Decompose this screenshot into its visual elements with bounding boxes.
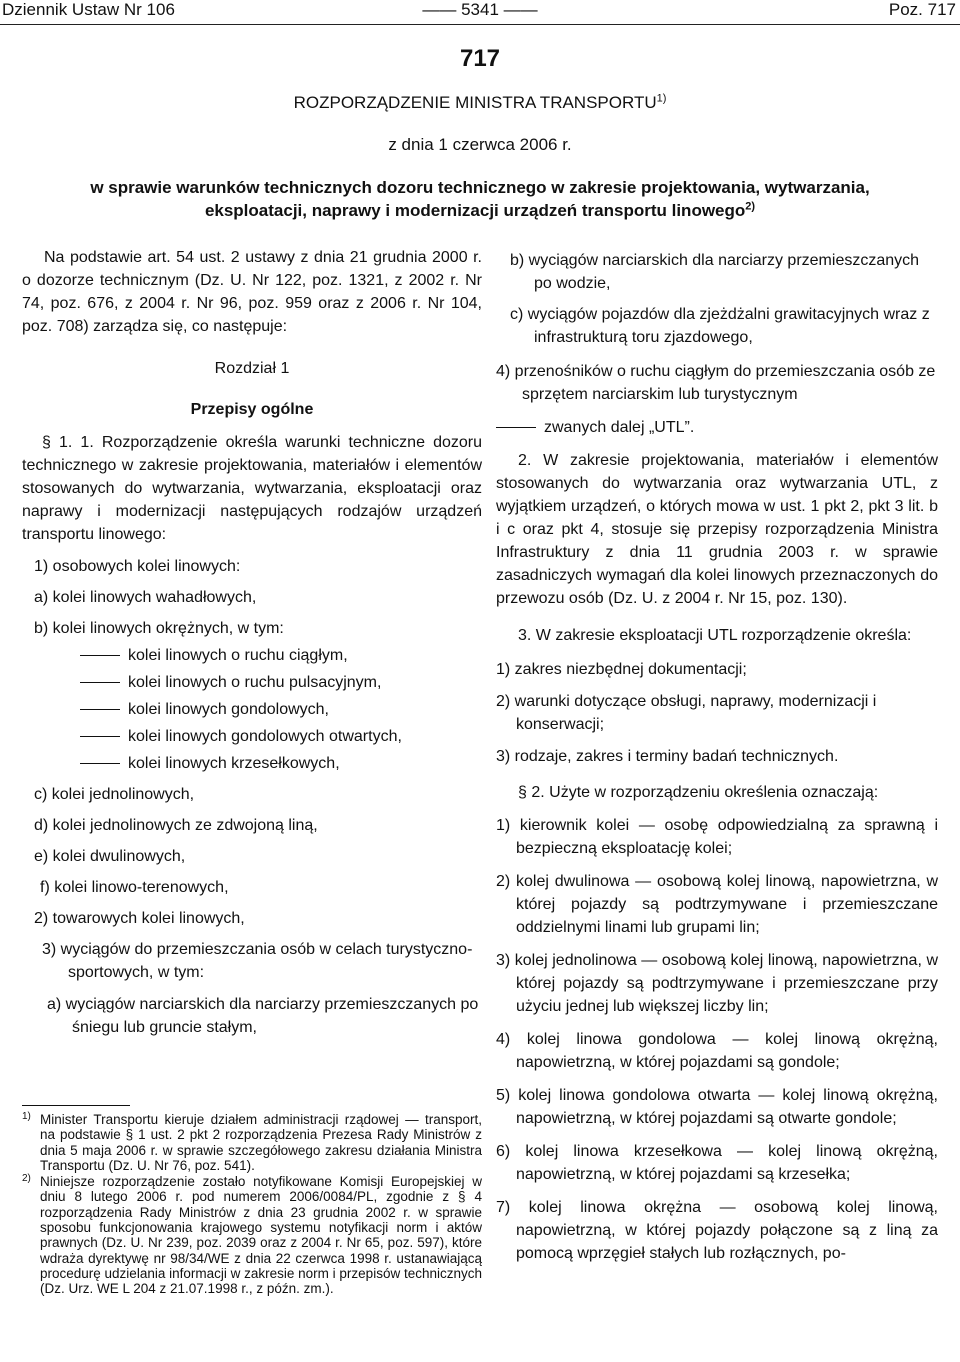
dash-item bbox=[22, 671, 482, 694]
list-item: b) wyciągów narciarskich dla narciarzy przemieszczanych po wodzie, bbox=[510, 252, 920, 292]
dash-item bbox=[22, 644, 482, 667]
definition-item: 6) kolej linowa krzesełkowa — kolej linową okrężną, napowietrzną, w której pojazdami są krzesełka; bbox=[496, 1143, 938, 1183]
dash-item bbox=[22, 698, 482, 721]
footnote-text: Niniejsze rozporządzenie zostało notyfikowane Komisji Europejskiej w dniu 8 lutego 2006 r. pod numerem 2006/0084/PL, zgodnie z § 4 rozporządzenia Rady Ministrów z dnia 23 grudnia 2002 r. w sprawie sposobu funkcjonowania krajowego systemu notyfikacji norm i aktów prawnych (Dz. U. Nr 239, poz. 2039 oraz z 2004 r. Nr 65, poz. 597), które wdraża dyrektywę nr 98/34/WE z dnia 22 czerwca 1998 r. ustanawiającą procedurę udzielania informacji w zakresie norm i przepisów technicznych (Dz. Urz. WE L 204 z 21.07.1998 r., z późn. zm.). bbox=[40, 1174, 482, 1297]
paragraph-3: 3. W zakresie eksploatacji UTL rozporządzenie określa: bbox=[518, 627, 912, 644]
utl-definition bbox=[496, 416, 938, 439]
left-column bbox=[22, 246, 482, 1039]
paragraph-2: 2. W zakresie projektowania, materiałów i elementów stosowanych do wytwarzania oraz wytwarzania UTL, z wyjątkiem urządzeń, o których mowa w ust. 1 pkt 2, pkt 3 lit. b i c oraz pkt 4, stosuje się przepisy rozporządzenia Ministra Infrastruktury z dnia 11 grudnia 2003 r. w sprawie zasadniczych wymagań dla kolei linowych przeznaczonych do przewozu osób (Dz. U. z 2004 r. Nr 15, poz. 130). bbox=[496, 452, 938, 607]
footnote bbox=[22, 1174, 482, 1296]
definition-item: 7) kolej linowa okrężna — osobową kolej linową, napowietrzną, w której pojazdy połączone są z liną za pomocą wprzęgieł stałych lub rozłącznych, po- bbox=[496, 1199, 938, 1262]
dash bbox=[80, 709, 120, 710]
paragraph-par2: § 2. Użyte w rozporządzeniu określenia oznaczają: bbox=[518, 784, 879, 801]
footnotes bbox=[22, 1112, 482, 1298]
dash bbox=[496, 427, 536, 428]
act-date: z dnia 1 czerwca 2006 r. bbox=[388, 135, 572, 154]
chapter-title: Przepisy ogólne bbox=[190, 401, 314, 418]
list-item: 2) towarowych kolei linowych, bbox=[34, 910, 245, 927]
dash bbox=[80, 736, 120, 737]
preamble: Na podstawie art. 54 ust. 2 ustawy z dnia 21 grudnia 2000 r. o dozorze technicznym (Dz. U. Nr 122, poz. 1321, z 2002 r. Nr 74, poz. 676, z 2004 r. Nr 96, poz. 959 oraz z 2006 r. Nr 104, poz. 708) zarządza się, co następuje: bbox=[22, 249, 482, 335]
dash-item bbox=[22, 752, 482, 775]
header-rule bbox=[0, 24, 960, 25]
dash-item-text: kolei linowych gondolowych otwartych, bbox=[128, 728, 402, 745]
running-header bbox=[0, 0, 960, 24]
list-item: b) kolei linowych okrężnych, w tym: bbox=[34, 620, 284, 637]
act-title-text: ROZPORZĄDZENIE MINISTRA TRANSPORTU bbox=[293, 93, 657, 112]
list-item: 2) warunki dotyczące obsługi, naprawy, modernizacji i konserwacji; bbox=[496, 693, 877, 733]
dash-item bbox=[22, 725, 482, 748]
paragraph-1: § 1. 1. Rozporządzenie określa warunki techniczne dozoru technicznego w zakresie projektowania, materiałów i elementów stosowanych do wytwarzania, wytwarzania, eksploatacji oraz naprawy i modernizacji następujących rodzajów urządzeń transportu linowego: bbox=[22, 434, 482, 543]
footnote-text: Minister Transportu kieruje działem administracji rządowej — transport, na podstawie § 1 ust. 2 pkt 2 rozporządzenia Prezesa Rady Ministrów z dnia 5 maja 2006 r. w sprawie szczegółowego zakresu działania Ministra Transportu (Dz. U. Nr 76, poz. 541). bbox=[40, 1112, 482, 1173]
dash bbox=[80, 763, 120, 764]
page-number-value: 5341 bbox=[461, 0, 499, 19]
list-item: c) wyciągów pojazdów dla zjeżdżalni grawitacyjnych wraz z infrastrukturą toru zjazdowego, bbox=[510, 306, 930, 346]
list-item: c) kolei jednolinowych, bbox=[34, 786, 195, 803]
list-item: a) wyciągów narciarskich dla narciarzy przemieszczanych po śniegu lub gruncie stałym, bbox=[47, 996, 479, 1036]
list-item: a) kolei linowych wahadłowych, bbox=[34, 589, 257, 606]
footnote-mark: 1) bbox=[22, 1111, 31, 1122]
act-subject bbox=[0, 176, 960, 222]
dash-item-text: kolei linowych gondolowych, bbox=[128, 701, 329, 718]
act-title-footnote-ref: 1) bbox=[656, 92, 667, 105]
dash-item-text: kolei linowych o ruchu pulsacyjnym, bbox=[128, 674, 382, 691]
journal-name: Dziennik Ustaw Nr 106 bbox=[2, 0, 175, 19]
act-subject-line2-wrap bbox=[0, 199, 960, 222]
act-subject-line1: w sprawie warunków technicznych dozoru technicznego w zakresie projektowania, wytwarzania, bbox=[90, 178, 870, 197]
list-item: 1) zakres niezbędnej dokumentacji; bbox=[496, 661, 747, 678]
definition-item: 1) kierownik kolei — osobę odpowiedzialną za sprawną i bezpieczną eksploatację kolei; bbox=[496, 817, 938, 857]
definition-item: 2) kolej dwulinowa — osobową kolej linową, napowietrzna, w której pojazdy są podtrzymywane i przemieszczane oddzielnymi linami lub grupami lin; bbox=[496, 873, 938, 936]
act-subject-line2: eksploatacji, naprawy i modernizacji urządzeń transportu linowego bbox=[204, 201, 746, 220]
position-number: Poz. 717 bbox=[888, 0, 956, 19]
footnote-mark: 2) bbox=[22, 1173, 31, 1185]
list-item: 1) osobowych kolei linowych: bbox=[34, 558, 241, 575]
utl-text: zwanych dalej „UTL”. bbox=[544, 419, 695, 436]
chapter-heading: Rozdział 1 bbox=[214, 360, 290, 377]
list-item: 3) wyciągów do przemieszczania osób w celach turystyczno-sportowych, w tym: bbox=[42, 941, 473, 981]
dash bbox=[80, 682, 120, 683]
definition-item: 3) kolej jednolinowa — osobową kolej linową, napowietrzna, w której pojazdy są podtrzymywane i przemieszczane przy użyciu jednej lub większej liczby lin; bbox=[496, 952, 938, 1015]
list-item: 3) rodzaje, zakres i terminy badań technicznych. bbox=[496, 748, 839, 765]
dash-item-text: kolei linowych o ruchu ciągłym, bbox=[128, 647, 348, 664]
definition-item: 5) kolej linowa gondolowa otwarta — kolej linową okrężną, napowietrzną, w której pojazdami są otwarte gondole; bbox=[496, 1087, 938, 1127]
list-item: f) kolei linowo-terenowych, bbox=[40, 879, 229, 896]
footnote bbox=[22, 1112, 482, 1173]
act-subject-footnote-ref: 2) bbox=[745, 200, 756, 213]
list-item: e) kolei dwulinowych, bbox=[34, 848, 186, 865]
right-column bbox=[496, 249, 938, 1265]
definition-item: 4) kolej linowa gondolowa — kolej linową okrężną, napowietrzną, w której pojazdami są gondole; bbox=[496, 1031, 938, 1071]
footnote-rule bbox=[22, 1105, 130, 1106]
dash-item-text: kolei linowych krzesełkowych, bbox=[128, 755, 340, 772]
list-item: 4) przenośników o ruchu ciągłym do przemieszczania osób ze sprzętem narciarskim lub turystycznym bbox=[496, 363, 936, 403]
page-number: —— 5341 —— bbox=[422, 0, 538, 19]
act-number: 717 bbox=[459, 45, 501, 72]
dash bbox=[80, 655, 120, 656]
list-item: d) kolei jednolinowych ze zdwojoną liną, bbox=[34, 817, 318, 834]
act-title bbox=[0, 92, 960, 114]
